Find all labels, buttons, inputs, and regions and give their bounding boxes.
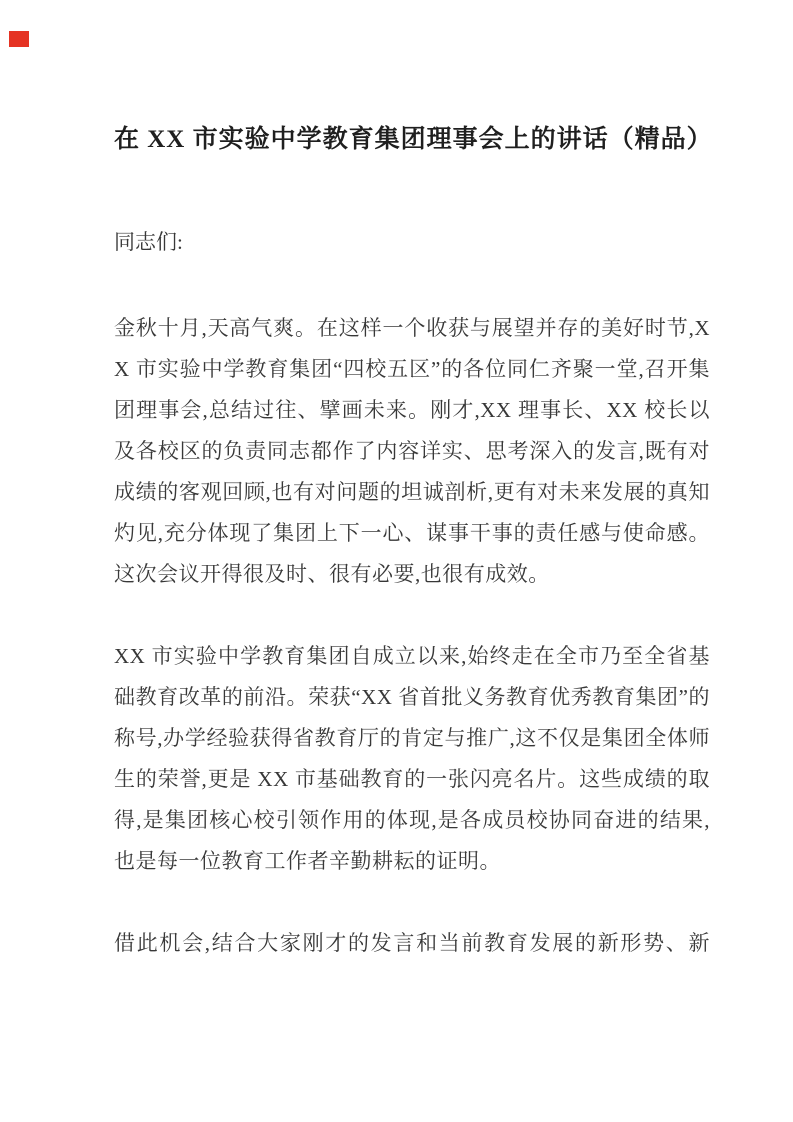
- red-corner-marker: [9, 31, 29, 47]
- document-title: 在 XX 市实验中学教育集团理事会上的讲话（精品）: [114, 126, 713, 153]
- body-paragraph-1: 金秋十月,天高气爽。在这样一个收获与展望并存的美好时节,XX 市实验中学教育集团“四校五区”的各位同仁齐聚一堂,召开集团理事会,总结过往、擘画未来。刚才,XX 理事长、XX 校长以及各校区的负责同志都作了内容详实、思考深入的发言,既有对成绩的客观回顾,也有对问题的坦诚剖析,更有对未来发展的真知灼见,充分体现了集团上下一心、谋事干事的责任感与使命感。这次会议开得很及时、很有必要,也很有成效。: [114, 316, 710, 586]
- document-content: [114, 120, 713, 1005]
- salutation-line: 同志们:: [114, 230, 183, 254]
- body-paragraph-2: XX 市实验中学教育集团自成立以来,始终走在全市乃至全省基础教育改革的前沿。荣获“XX 省首批义务教育优秀教育集团”的称号,办学经验获得省教育厅的肯定与推广,这不仅是集团全体师生的荣誉,更是 XX 市基础教育的一张闪亮名片。这些成绩的取得,是集团核心校引领作用的体现,是各成员校协同奋进的结果,也是每一位教育工作者辛勤耕耘的证明。: [114, 644, 710, 873]
- body-paragraph-3-partial: 借此机会,结合大家刚才的发言和当前教育发展的新形势、新: [114, 931, 710, 955]
